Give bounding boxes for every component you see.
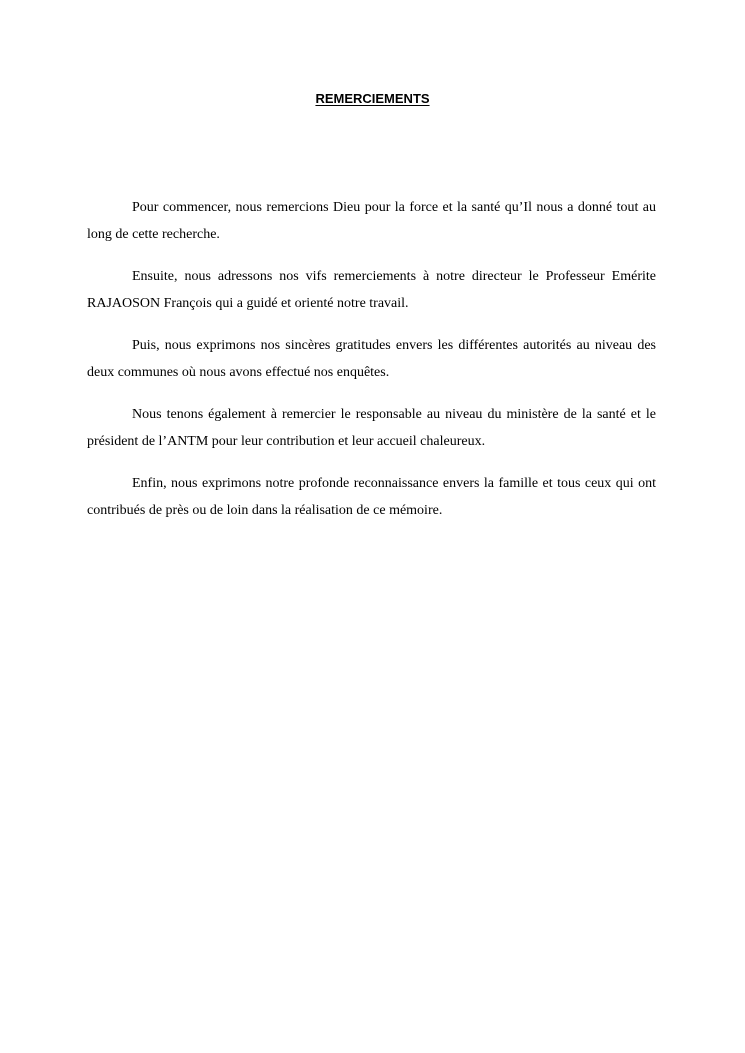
paragraph-2: Ensuite, nous adressons nos vifs remerciements à notre directeur le Professeur Emérite RAJAOSON François qui a guidé et orienté notre travail.	[87, 269, 656, 311]
page-title-text: REMERCIEMENTS	[315, 91, 430, 106]
paragraph-1: Pour commencer, nous remercions Dieu pour la force et la santé qu’Il nous a donné tout au long de cette recherche.	[87, 200, 656, 242]
acknowledgements-body	[87, 194, 656, 539]
paragraph-4: Nous tenons également à remercier le responsable au niveau du ministère de la santé et le président de l’ANTM pour leur contribution et leur accueil chaleureux.	[87, 407, 656, 449]
paragraph-5: Enfin, nous exprimons notre profonde reconnaissance envers la famille et tous ceux qui ont contribués de près ou de loin dans la réalisation de ce mémoire.	[87, 476, 656, 518]
page-title	[0, 91, 745, 106]
paragraph-3: Puis, nous exprimons nos sincères gratitudes envers les différentes autorités au niveau des deux communes où nous avons effectué nos enquêtes.	[87, 338, 656, 380]
